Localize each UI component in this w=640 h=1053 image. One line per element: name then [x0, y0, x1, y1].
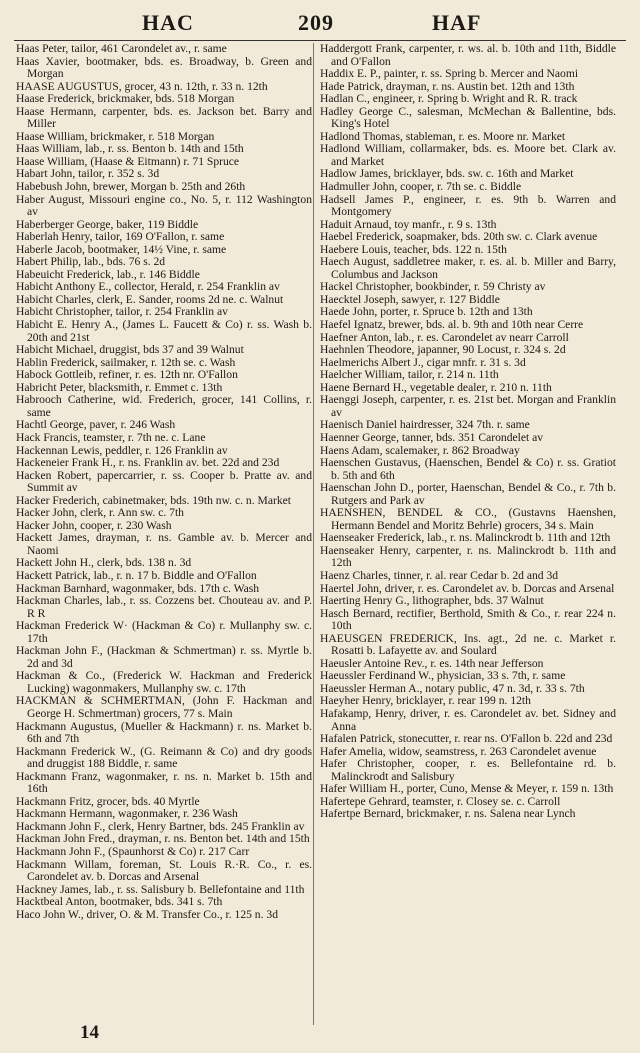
directory-entry: Haas William, lab., r. ss. Benton b. 14th and 15th [16, 142, 244, 156]
directory-entry: Haddix E. P., painter, r. ss. Spring b. Mercer and Naomi [320, 67, 579, 81]
directory-entry: Haeyher Henry, bricklayer, r. rear 199 n. 12th [320, 694, 531, 708]
directory-entry: Habart John, tailor, r. 352 s. 3d [16, 167, 160, 181]
directory-entry: Hadley George C., salesman, McMechan & Ballentine, bds. King's Hotel [320, 104, 616, 131]
directory-entry: Hackett Patrick, lab., r. n. 17 b. Biddle and O'Fallon [16, 568, 257, 582]
header-left-guide: HAC [142, 10, 194, 35]
directory-entry: Haebel Frederick, soapmaker, bds. 20th sw. c. Clark avenue [320, 230, 598, 244]
directory-entry: Haens Adam, scalemaker, r. 862 Broadway [320, 443, 520, 457]
page-number: 209 [298, 10, 334, 35]
directory-entry: Hackman John Fred., drayman, r. ns. Benton bet. 14th and 15th [16, 832, 310, 846]
directory-entry: Hackmann Franz, wagonmaker, r. ns. n. Market b. 15th and 16th [16, 769, 312, 796]
directory-entry: Habicht Christopher, tailor, r. 254 Franklin av [16, 305, 228, 319]
directory-entry: Hafertepe Gehrard, teamster, r. Closey se. c. Carroll [320, 794, 561, 808]
directory-entry: Hackett James, drayman, r. ns. Gamble av. b. Mercer and Naomi [16, 531, 312, 557]
directory-entry: Haelcher William, tailor, r. 214 n. 11th [320, 368, 499, 382]
directory-entry: Haenisch Daniel hairdresser, 324 7th. r. same [320, 418, 530, 432]
page-header [0, 10, 640, 40]
directory-entry: Hackmann Augustus, (Mueller & Hackmann) r. ns. Market b. 6th and 7th [16, 719, 312, 746]
header-right-guide: HAF [432, 10, 482, 35]
directory-entry: Hade Patrick, drayman, r. ns. Austin bet. 12th and 13th [320, 79, 575, 93]
directory-entry: Haddergott Frank, carpenter, r. ws. al. b. 10th and 11th, Biddle and O'Fallon [320, 42, 616, 68]
directory-entry: Habebush John, brewer, Morgan b. 25th and 26th [16, 180, 246, 194]
directory-entry: HACKMAN & SCHMERTMAN, (John F. Hackman and George H. Schmertman) grocers, 77 s. Main [16, 694, 312, 720]
directory-entry: Haberlah Henry, tailor, 169 O'Fallon, r. same [16, 230, 225, 244]
directory-entry: Hackennan Lewis, peddler, r. 126 Franklin av [16, 443, 228, 457]
directory-entry: Habeuicht Frederick, lab., r. 146 Biddle [16, 267, 200, 281]
directory-entry: Haehnlen Theodore, japanner, 90 Locust, r. 324 s. 2d [320, 343, 566, 357]
directory-entry: Haenner George, tanner, bds. 351 Carondelet av [320, 430, 544, 444]
directory-entry: Hadlond William, collarmaker, bds. es. Moore bet. Clark av. and Market [320, 142, 616, 168]
directory-entry: Habert Philip, lab., bds. 76 s. 2d [16, 255, 166, 269]
directory-entry: Haeussler Ferdinand W., physician, 33 s. 7th, r. same [320, 669, 566, 683]
directory-entry: Hablin Frederick, sailmaker, r. 12th se. c. Wash [16, 355, 236, 369]
directory-entry: Habrooch Catherine, wid. Frederich, grocer, 141 Collins, r. same [16, 393, 312, 419]
directory-entry: Habicht Charles, clerk, E. Sander, rooms 2d ne. c. Walnut [16, 292, 284, 306]
directory-entry: Haefel Ignatz, brewer, bds. al. b. 9th and 10th near Cerre [320, 318, 584, 332]
directory-entry: Hackman & Co., (Frederick W. Hackman and Frederick Lucking) wagonmakers, Mullanphy sw. c. 17th [16, 669, 312, 695]
directory-entry: Haduit Arnaud, toy manfr., r. 9 s. 13th [320, 217, 497, 231]
directory-entry: Hackmann Frederick W., (G. Reimann & Co) and dry goods and druggist 188 Biddle, r. same [16, 744, 312, 771]
directory-entry: Haase William, brickmaker, r. 518 Morgan [16, 129, 215, 143]
directory-entry: Hackmann John F., clerk, Henry Bartner, bds. 245 Franklin av [16, 819, 305, 833]
directory-entry: Haber August, Missouri engine co., No. 5, r. 112 Washington av [16, 192, 312, 219]
directory-entry: Haenseaker Frederick, lab., r. ns. Malinckrodt b. 11th and 12th [320, 531, 611, 545]
directory-entry: Haase William, (Haase & Eitmann) r. 71 Spruce [16, 154, 240, 168]
directory-entry: Hafertpe Bernard, brickmaker, r. ns. Salena near Lynch [320, 807, 576, 821]
directory-entry: Haebere Louis, teacher, bds. 122 n. 15th [320, 242, 507, 256]
directory-entry: Haefner Anton, lab., r. es. Carondelet av nearr Carroll [320, 330, 569, 344]
directory-entry: Hackney James, lab., r. ss. Salisbury b. Bellefontaine and 11th [16, 882, 305, 896]
directory-entry: Haeussler Herman A., notary public, 47 n. 3d, r. 33 s. 7th [320, 681, 585, 695]
directory-entry: Hafalen Patrick, stonecutter, r. rear ns. O'Fallon b. 22d and 23d [320, 732, 613, 746]
column-divider [313, 43, 314, 1025]
directory-entry: Hacken Robert, papercarrier, r. ss. Cooper b. Pratte av. and Summit av [16, 468, 312, 495]
directory-entry: HAEUSGEN FREDERICK, Ins. agt., 2d ne. c. Market r. Rosatti b. Lafayette av. and Soulard [320, 631, 616, 658]
directory-entry: Haase Frederick, brickmaker, bds. 518 Morgan [16, 92, 235, 106]
directory-entry: Habicht E. Henry A., (James L. Faucett & Co) r. ss. Wash b. 20th and 21st [16, 318, 312, 344]
directory-entry: Habicht Anthony E., collector, Herald, r. 254 Franklin av [16, 280, 280, 294]
directory-entry: Haenschen Gustavus, (Haenschen, Bendel & Co) r. ss. Gratiot b. 5th and 6th [320, 456, 616, 482]
directory-entry: Haelmerichs Albert J., cigar mnfr. r. 31 s. 3d [320, 355, 526, 369]
directory-entry: Hackel Christopher, bookbinder, r. 59 Christy av [320, 280, 546, 294]
left-column [16, 43, 312, 921]
directory-entry: Hafer William H., porter, Cuno, Mense & Meyer, r. 159 n. 13th [320, 782, 614, 796]
directory-entry: Haeusler Antoine Rev., r. es. 14th near Jefferson [320, 656, 544, 670]
directory-entry: Hackman Barnhard, wagonmaker, bds. 17th c. Wash [16, 581, 260, 595]
directory-entry: Haenschan John D., porter, Haenschan, Bendel & Co., r. 7th b. Rutgers and Park av [320, 481, 616, 507]
directory-entry: Hasch Bernard, rectifier, Berthold, Smith & Co., r. rear 224 n. 10th [320, 606, 616, 633]
directory-entry: Hackman Frederick W· (Hackman & Co) r. Mullanphy sw. c. 17th [16, 619, 312, 645]
directory-entry: Hackeneier Frank H., r. ns. Franklin av. bet. 22d and 23d [16, 456, 280, 470]
directory-entry: HAENSHEN, BENDEL & CO., (Gustavns Haenshen, Hermann Bendel and Moritz Behrle) grocers, 34 s. Main [320, 506, 616, 532]
directory-entry: Hackmann Hermann, wagonmaker, r. 236 Wash [16, 807, 238, 821]
directory-entry: Haede John, porter, r. Spruce b. 12th and 13th [320, 305, 533, 319]
directory-entry: Hadmuller John, cooper, r. 7th se. c. Biddle [320, 180, 522, 194]
directory-entry: Hackmann Fritz, grocer, bds. 40 Myrtle [16, 794, 200, 808]
directory-entry: Hackmann John F., (Spaunhorst & Co) r. 217 Carr [16, 845, 250, 858]
directory-entry: Haas Xavier, bootmaker, bds. es. Broadway, b. Green and Morgan [16, 54, 312, 81]
directory-entry: Hack Francis, teamster, r. 7th ne. c. Lane [16, 430, 206, 444]
header-rule [14, 40, 626, 41]
directory-entry: Habicht Michael, druggist, bds 37 and 39 Walnut [16, 343, 244, 357]
directory-entry: Hacker Frederich, cabinetmaker, bds. 19th nw. c. n. Market [16, 493, 291, 507]
directory-entry: Hadsell James P., engineer, r. es. 9th b. Warren and Montgomery [320, 192, 616, 219]
directory-entry: Haberberger George, baker, 119 Biddle [16, 217, 199, 231]
directory-entry: Haecktel Joseph, sawyer, r. 127 Biddle [320, 292, 500, 306]
directory-entry: Hackett John H., clerk, bds. 138 n. 3d [16, 556, 192, 570]
directory-entry: Haenseaker Henry, carpenter, r. ns. Malinckrodt b. 11th and 12th [320, 543, 616, 570]
directory-entry: Haech August, saddletree maker, r. es. al. b. Miller and Barry, Columbus and Jackson [320, 255, 616, 281]
directory-entry: Habricht Peter, blacksmith, r. Emmet c. 13th [16, 380, 223, 394]
directory-entry: Hafer Amelia, widow, seamstress, r. 263 Carondelet avenue [320, 744, 597, 758]
directory-entry: Haerting Henry G., lithographer, bds. 37 Walnut [320, 594, 544, 608]
directory-entry: Haco John W., driver, O. & M. Transfer Co., r. 125 n. 3d [16, 907, 278, 921]
directory-entry: Haertel John, driver, r. es. Carondelet av. b. Dorcas and Arsenal [320, 581, 615, 595]
directory-entry: Hackman John F., (Hackman & Schmertman) r. ss. Myrtle b. 2d and 3d [16, 644, 312, 670]
directory-entry: Hachtl George, paver, r. 246 Wash [16, 418, 176, 432]
signature-mark: 14 [80, 1022, 99, 1043]
directory-entry: Hadlow James, bricklayer, bds. sw. c. 16th and Market [320, 167, 574, 181]
directory-entry: Haberle Jacob, bootmaker, 14½ Vine, r. same [16, 242, 227, 256]
right-column [320, 43, 616, 821]
directory-entry: Hackman Charles, lab., r. ss. Cozzens bet. Chouteau av. and P. R R [16, 594, 312, 620]
directory-entry: Hackmann Willam, foreman, St. Louis R.·R. Co., r. es. Carondelet av. b. Dorcas and Arsenal [16, 857, 312, 884]
directory-entry: Hacker John, clerk, r. Ann sw. c. 7th [16, 506, 184, 520]
directory-entry: Habock Gottleib, refiner, r. es. 12th nr. O'Fallon [16, 368, 238, 382]
directory-entry: Hacker John, cooper, r. 230 Wash [16, 518, 172, 532]
directory-entry: Haenggi Joseph, carpenter, r. es. 21st bet. Morgan and Franklin av [320, 393, 616, 419]
directory-entry: Haenz Charles, tinner, r. al. rear Cedar b. 2d and 3d [320, 568, 559, 582]
directory-entry: Haene Bernard H., vegetable dealer, r. 210 n. 11th [320, 380, 552, 394]
directory-entry: Hadlond Thomas, stableman, r. es. Moore nr. Market [320, 129, 566, 143]
directory-entry: Hafer Christopher, cooper, r. es. Bellefontaine rd. b. Malinckrodt and Salisbury [320, 757, 616, 783]
directory-entry: Haase Hermann, carpenter, bds. es. Jackson bet. Barry and Miller [16, 104, 312, 131]
directory-entry: HAASE AUGUSTUS, grocer, 43 n. 12th, r. 33 n. 12th [16, 79, 268, 93]
directory-entry: Hadlan C., engineer, r. Spring b. Wright and R. R. track [320, 92, 578, 106]
directory-entry: Hafakamp, Henry, driver, r. es. Carondelet av. bet. Sidney and Anna [320, 706, 616, 733]
directory-entry: Haas Peter, tailor, 461 Carondelet av., r. same [16, 42, 227, 55]
directory-entry: Hacktbeal Anton, bootmaker, bds. 341 s. 7th [16, 895, 223, 909]
